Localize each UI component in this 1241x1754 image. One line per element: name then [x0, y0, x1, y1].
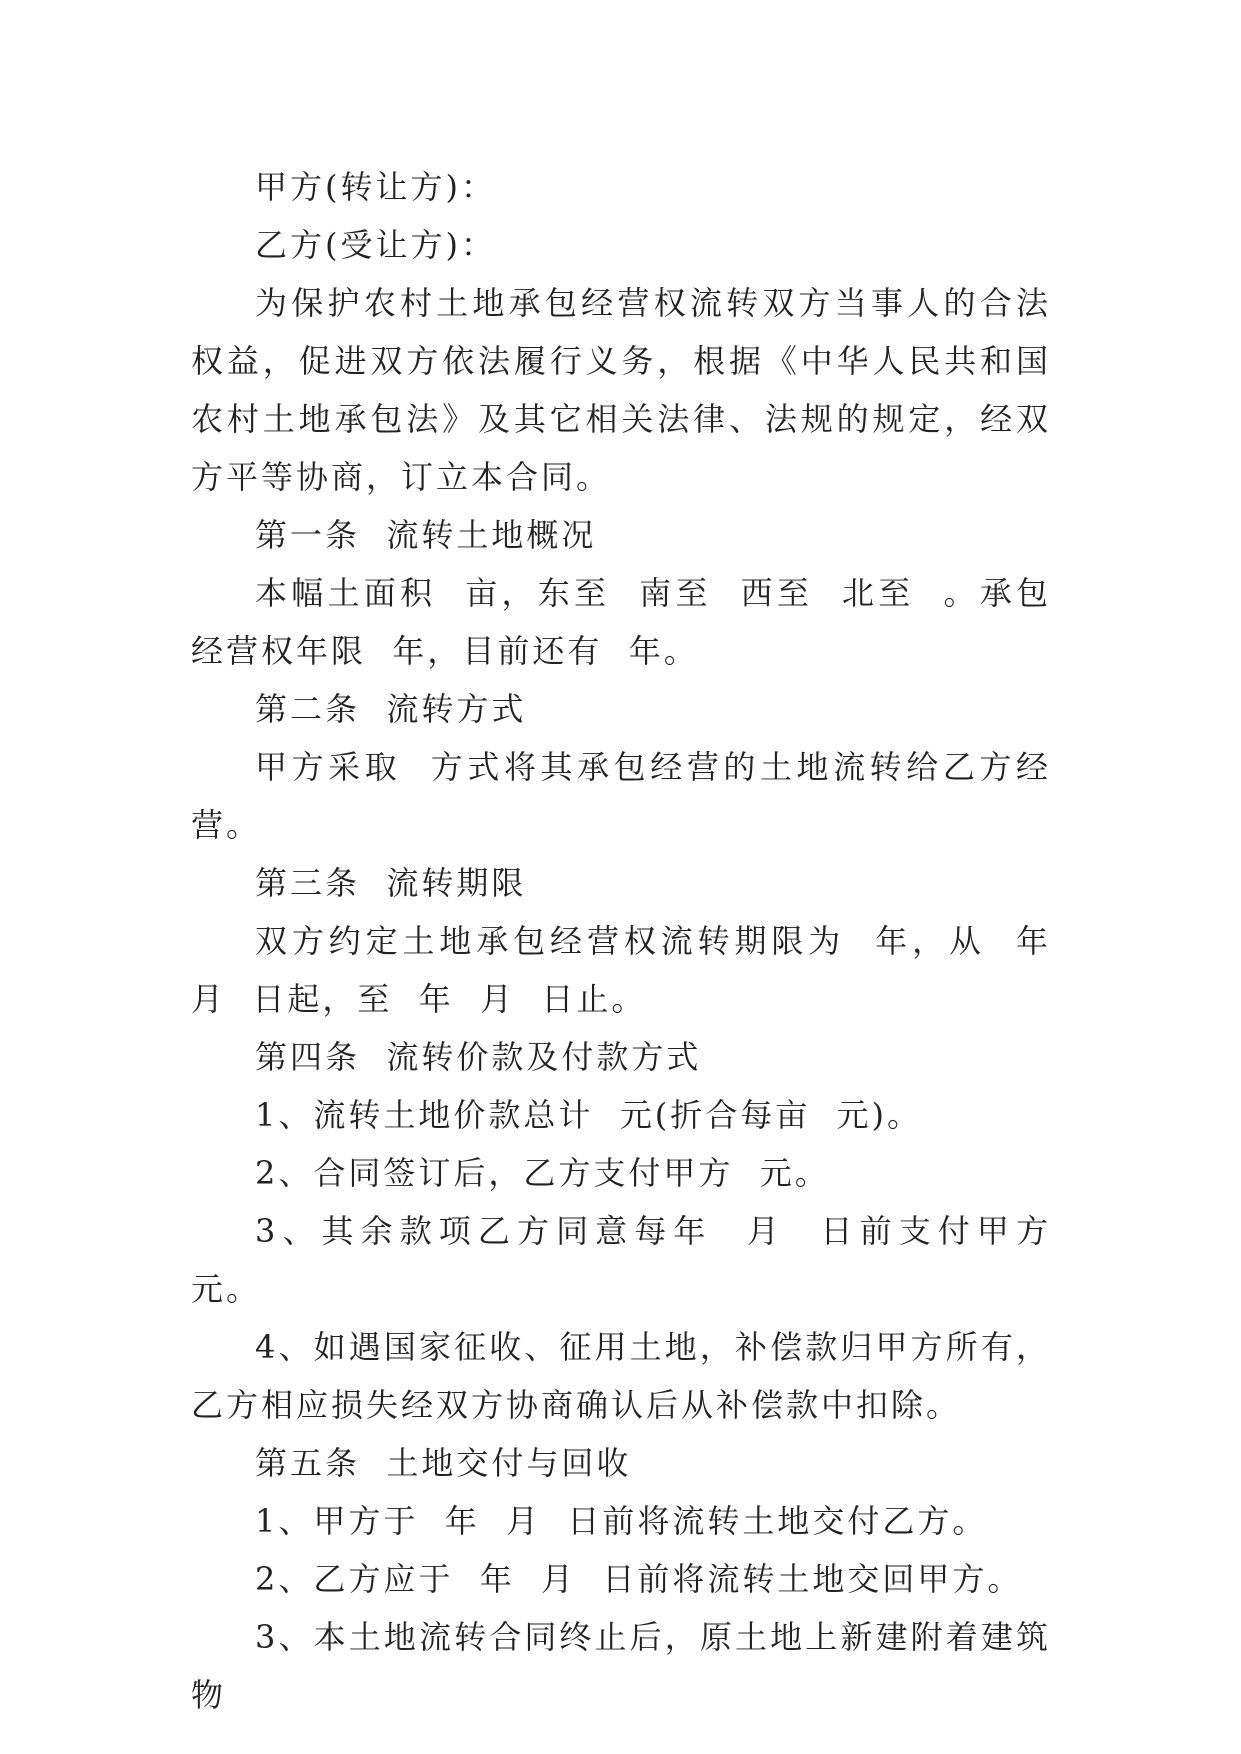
article-3-body: 双方约定土地承包经营权流转期限为 年，从 年 月 日起，至 年 月 日止。: [191, 922, 1078, 1018]
article-5-item-3: 3、本土地流转合同终止后，原土地上新建附着建筑物: [191, 1618, 1051, 1714]
article-5-item-1: 1、甲方于 年 月 日前将流转土地交付乙方。: [255, 1502, 988, 1540]
article-2-body: 甲方采取 方式将其承包经营的土地流转给乙方经营。: [191, 748, 1051, 844]
article-3-heading: 第三条 流转期限: [255, 864, 527, 902]
article-4-heading: 第四条 流转价款及付款方式: [255, 1038, 702, 1076]
party-a-line: 甲方(转让方)：: [255, 168, 496, 206]
document-body: [191, 158, 1078, 1724]
party-b-line: 乙方(受让方)：: [255, 226, 496, 264]
article-4-item-2: 2、合同签订后，乙方支付甲方 元。: [255, 1154, 830, 1192]
article-4-item-3: 3、其余款项乙方同意每年 月 日前支付甲方 元。: [191, 1212, 1078, 1308]
article-2-heading: 第二条 流转方式: [255, 690, 527, 728]
article-4-item-1: 1、流转土地价款总计 元(折合每亩 元)。: [255, 1096, 923, 1134]
article-1-body: 本幅土面积 亩，东至 南至 西至 北至 。承包经营权年限 年，目前还有 年。: [191, 574, 1051, 670]
preamble-paragraph: 为保护农村土地承包经营权流转双方当事人的合法权益，促进双方依法履行义务，根据《中华人民共和国农村土地承包法》及其它相关法律、法规的规定，经双方平等协商，订立本合同。: [191, 284, 1051, 496]
article-5-heading: 第五条 土地交付与回收: [255, 1444, 632, 1482]
article-1-heading: 第一条 流转土地概况: [255, 516, 597, 554]
article-4-item-4: 4、如遇国家征收、征用土地，补偿款归甲方所有，乙方相应损失经双方协商确认后从补偿款中扣除。: [191, 1328, 1051, 1424]
article-5-item-2: 2、乙方应于 年 月 日前将流转土地交回甲方。: [255, 1560, 1023, 1598]
